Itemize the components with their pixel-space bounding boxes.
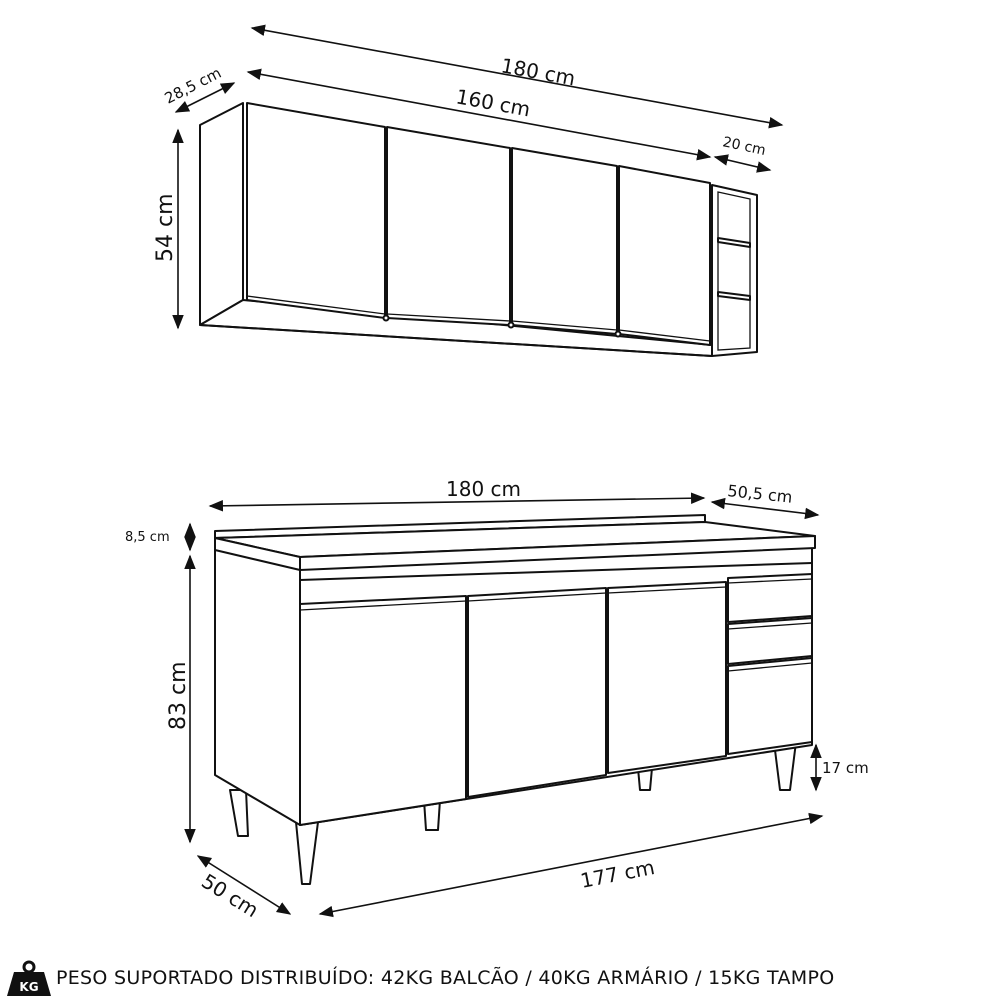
base-depth-label: 50 cm — [197, 868, 263, 923]
drawer-2 — [728, 618, 812, 664]
wall-door-3 — [512, 148, 617, 334]
base-depth-top-label: 50,5 cm — [726, 481, 794, 507]
base-width-body-label: 177 cm — [578, 855, 657, 893]
leg — [230, 790, 248, 836]
base-width-top-label: 180 cm — [446, 477, 522, 501]
leg-height-label: 17 cm — [822, 759, 869, 777]
weight-info — [6, 960, 834, 996]
wall-width-total-label: 180 cm — [499, 53, 578, 91]
wall-cabinet — [200, 103, 757, 356]
weight-icon-label: KG — [19, 980, 39, 994]
wall-door-4 — [619, 166, 710, 345]
wall-cabinet-side — [200, 103, 243, 325]
wall-height-label: 54 cm — [153, 193, 178, 262]
weight-capacity-text: PESO SUPORTADO DISTRIBUÍDO: 42KG BALCÃO / 40KG ARMÁRIO / 15KG TAMPO — [56, 967, 835, 989]
wall-door-2 — [387, 127, 510, 325]
weight-kg-icon — [6, 960, 52, 996]
leg — [296, 822, 318, 884]
base-cabinet — [215, 515, 815, 884]
base-height-label: 83 cm — [166, 661, 191, 730]
backsplash-height-label: 8,5 cm — [125, 530, 170, 545]
wall-depth-label: 28,5 cm — [161, 63, 225, 108]
base-cabinet-side — [215, 548, 300, 825]
wall-niche-width-label: 20 cm — [721, 134, 768, 159]
base-door-2 — [468, 588, 606, 797]
base-door-1 — [300, 596, 466, 825]
wall-door-1 — [247, 103, 385, 318]
drawer-3 — [728, 658, 812, 754]
wall-width-doors-label: 160 cm — [454, 84, 533, 122]
base-door-3 — [608, 582, 726, 773]
